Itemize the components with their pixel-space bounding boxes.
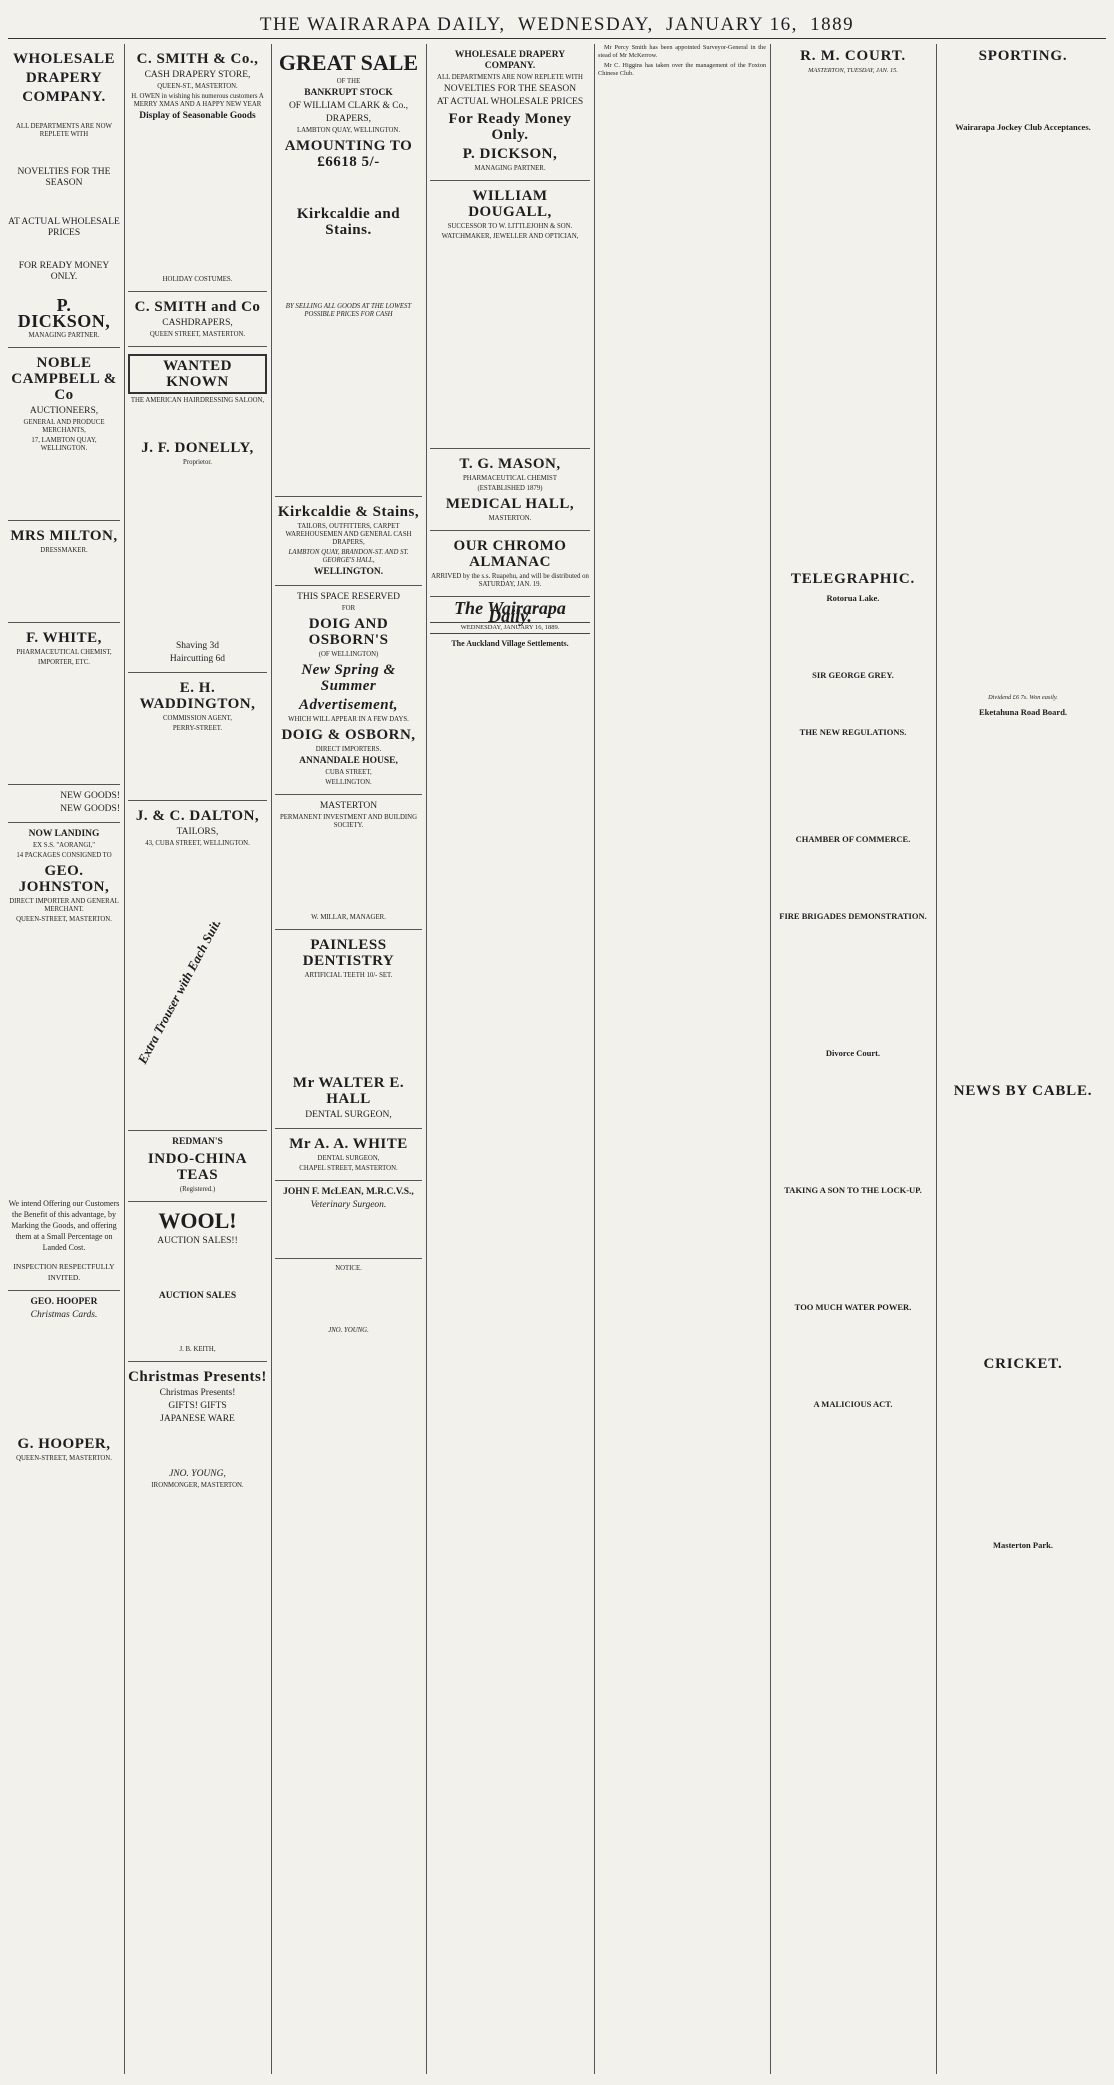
- ad-heading: WANTED KNOWN: [128, 354, 267, 394]
- ad-heading: MRS MILTON,: [10, 528, 118, 544]
- ad-wholesale-drapery: [8, 44, 120, 348]
- ad-line: (Registered.): [179, 1186, 216, 1193]
- ad-noble-campbell: [8, 348, 120, 521]
- ad-line: INSPECTION RESPECTFULLY INVITED.: [13, 1262, 115, 1282]
- ad-line: CASH DRAPERY STORE,: [144, 70, 251, 80]
- ad-line: WELLINGTON.: [325, 779, 372, 786]
- masthead-day: WEDNESDAY,: [517, 14, 654, 35]
- story-heading: TAKING A SON TO THE LOCK-UP.: [784, 1184, 922, 1195]
- ad-name: P. DICKSON,: [462, 146, 558, 162]
- masthead-title: THE WAIRARAPA DAILY,: [259, 14, 506, 35]
- ad-heading: NOBLE CAMPBELL & Co: [11, 355, 117, 403]
- news-paragraph: Mr Percy Smith has been appointed Surveyor-General in the stead of Mr McKerrow.: [598, 44, 766, 59]
- ad-name: P. DICKSON,: [17, 295, 111, 331]
- ad-line: AUCTION SALES: [158, 1291, 237, 1301]
- column-5: [598, 44, 766, 2074]
- result-line: Dividend £6 7s. Won easily.: [988, 694, 1058, 701]
- article-headline: The Auckland Village Settlements.: [451, 638, 569, 648]
- ad-heading: COMPANY.: [22, 89, 106, 105]
- ad-heading: Kirkcaldie and Stains.: [296, 206, 401, 238]
- ad-line: WELLINGTON.: [313, 567, 384, 577]
- column-2: [128, 44, 267, 2074]
- story-heading: TOO MUCH WATER POWER.: [794, 1301, 912, 1312]
- ad-wool-auction: [128, 1202, 267, 1362]
- ad-redmans-teas: [128, 1131, 267, 1202]
- ad-line: J. B. KEITH,: [179, 1346, 216, 1353]
- ad-line: AUCTION SALES!!: [157, 1236, 238, 1246]
- ad-heading: NEW GOODS!: [60, 791, 120, 801]
- ad-line: Shaving 3d: [175, 641, 219, 651]
- ad-heading: INDO-CHINA TEAS: [147, 1151, 248, 1183]
- column-divider: [124, 44, 125, 2074]
- ad-heading: NEW GOODS!: [60, 804, 120, 814]
- ad-notice: [275, 1259, 422, 1342]
- ad-line: CASHDRAPERS,: [162, 318, 233, 328]
- ad-heading: F. WHITE,: [26, 630, 102, 646]
- story-heading: Eketahuna Road Board.: [978, 706, 1068, 717]
- ad-line: ARRIVED by the s.s. Ruapehu, and will be distributed on SATURDAY, JAN. 19.: [431, 573, 589, 588]
- ad-heading: NOW LANDING: [28, 829, 100, 839]
- ad-heading: WHOLESALE DRAPERY COMPANY.: [454, 50, 566, 71]
- ad-mrs-milton: [8, 521, 120, 623]
- ad-heading: C. SMITH & Co.,: [136, 51, 259, 67]
- ad-line: (OF WELLINGTON): [318, 651, 379, 658]
- ad-line: Christmas Cards.: [30, 1310, 98, 1320]
- section-heading: TELEGRAPHIC.: [790, 570, 916, 587]
- ad-a-a-white: [275, 1129, 422, 1181]
- column-7: [940, 44, 1106, 2074]
- ad-line: Veterinary Surgeon.: [310, 1200, 387, 1210]
- column-divider: [594, 44, 595, 2074]
- ad-heading: J. & C. DALTON,: [135, 808, 260, 824]
- ad-line: CHAPEL STREET, MASTERTON.: [299, 1165, 398, 1172]
- ad-line: AT ACTUAL WHOLESALE PRICES: [8, 217, 120, 238]
- ad-line: PHARMACEUTICAL CHEMIST,: [16, 649, 112, 656]
- ad-heading: WOOL!: [158, 1208, 237, 1233]
- ad-line: MASTERTON.: [488, 515, 532, 522]
- ad-kirkcaldie-stains: [275, 497, 422, 586]
- masthead-date: JANUARY 16,: [665, 14, 798, 35]
- ad-heading: NOTICE.: [335, 1265, 362, 1272]
- ad-geo-johnston: [8, 823, 120, 1291]
- ad-line: ALL DEPARTMENTS ARE NOW REPLETE WITH: [16, 123, 112, 138]
- ad-line: JAPANESE WARE: [160, 1414, 235, 1424]
- ad-christmas-presents: [128, 1362, 267, 1497]
- story-heading: THE NEW REGULATIONS.: [799, 726, 907, 737]
- column-divider: [271, 44, 272, 2074]
- section-heading: NEWS BY CABLE.: [953, 1082, 1093, 1099]
- ad-heading: Christmas Presents!: [128, 1369, 267, 1385]
- ad-line: GENERAL AND PRODUCE MERCHANTS,: [23, 419, 105, 434]
- ad-heading: Mr A. A. WHITE: [289, 1136, 408, 1152]
- ad-line: AT ACTUAL WHOLESALE PRICES: [436, 97, 584, 107]
- ad-line: DRESSMAKER.: [40, 547, 88, 554]
- ad-line: DIRECT IMPORTERS.: [315, 746, 382, 753]
- ad-line: LAMBTON QUAY, BRANDON-ST. AND ST. GEORGE'S HALL,: [288, 549, 409, 564]
- ad-line: QUEEN STREET, MASTERTON.: [149, 331, 246, 338]
- ad-line: We intend Offering our Customers the Benefit of this advantage, by Marking the Goods, and offering them at a Small Percentage on Landed Cost.: [8, 1199, 120, 1252]
- column-divider: [936, 44, 937, 2074]
- ad-heading: T. G. MASON,: [459, 456, 561, 472]
- ad-line: DENTAL SURGEON,: [305, 1110, 392, 1120]
- ad-line: IMPORTER, ETC.: [38, 659, 90, 666]
- ad-heading: C. SMITH and Co: [134, 299, 261, 315]
- ad-heading: DRAPERY: [25, 70, 103, 86]
- ad-line: OF THE: [336, 78, 361, 85]
- ad-heading: WILLIAM DOUGALL,: [468, 188, 552, 220]
- ad-line: NOVELTIES FOR THE SEASON: [443, 84, 577, 94]
- ad-name: G. HOOPER,: [17, 1436, 111, 1452]
- ad-veterinary: [275, 1181, 422, 1259]
- ad-line: PERRY-STREET.: [172, 725, 223, 732]
- ad-line: DIRECT IMPORTER AND GENERAL MERCHANT.: [9, 898, 119, 913]
- banner-extra-trouser: Extra Trouser with Each Suit.: [134, 916, 224, 1067]
- ad-great-sale: [275, 44, 422, 497]
- story-heading: SIR GEORGE GREY.: [812, 669, 894, 680]
- ad-line: ANNANDALE HOUSE,: [299, 756, 398, 766]
- ad-heading: PAINLESS DENTISTRY: [302, 937, 395, 969]
- ad-name: JNO. YOUNG,: [169, 1469, 226, 1479]
- dateline: MASTERTON, TUESDAY, JAN. 15.: [808, 67, 898, 74]
- masthead-rule: [8, 38, 1106, 39]
- ad-line: BANKRUPT STOCK: [304, 88, 393, 98]
- ad-t-g-mason: [430, 449, 590, 531]
- ad-line: AUCTIONEERS,: [29, 406, 99, 416]
- ad-line: OF WILLIAM CLARK & Co.,: [288, 101, 409, 111]
- ad-heading: OUR CHROMO ALMANAC: [453, 538, 567, 570]
- ad-line: THE AMERICAN HAIRDRESSING SALOON,: [130, 397, 265, 404]
- ad-line: MEDICAL HALL,: [445, 496, 575, 512]
- column-4: [430, 44, 590, 2074]
- ad-heading: Kirkcaldie & Stains,: [277, 504, 420, 520]
- ad-f-white: [8, 623, 120, 785]
- ad-william-dougall: [430, 181, 590, 449]
- ad-dalton-tailors: [128, 801, 267, 1131]
- ad-line: ALL DEPARTMENTS ARE NOW REPLETE WITH: [437, 74, 583, 81]
- story-heading: Divorce Court.: [825, 1047, 881, 1058]
- ad-line: FOR READY MONEY ONLY.: [18, 261, 110, 282]
- ad-line: EX S.S. "AORANGI,": [32, 842, 95, 849]
- ad-line: IRONMONGER, MASTERTON.: [151, 1482, 244, 1489]
- ad-line: WATCHMAKER, JEWELLER AND OPTICIAN,: [441, 233, 579, 240]
- ad-line: NOVELTIES FOR THE SEASON: [17, 167, 111, 188]
- story-heading: CHAMBER OF COMMERCE.: [795, 833, 911, 844]
- column-divider: [426, 44, 427, 2074]
- column-divider: [770, 44, 771, 2074]
- ad-geo-hooper: [8, 1291, 120, 1470]
- ad-line: JNO. YOUNG.: [328, 1327, 369, 1334]
- ad-heading: JOHN F. McLEAN, M.R.C.V.S.,: [283, 1187, 414, 1197]
- ad-line: HOLIDAY COSTUMES.: [162, 276, 233, 283]
- ad-line: MANAGING PARTNER.: [474, 165, 546, 172]
- ad-c-smith-cashdrapers: [128, 292, 267, 347]
- ad-heading: GREAT SALE: [278, 50, 419, 75]
- ad-line: WHICH WILL APPEAR IN A FEW DAYS.: [288, 716, 409, 723]
- ad-line: BY SELLING ALL GOODS AT THE LOWEST POSSIBLE PRICES FOR CASH: [285, 303, 412, 318]
- story-heading: Wairarapa Jockey Club Acceptances.: [955, 122, 1091, 132]
- section-heading: CRICKET.: [983, 1355, 1063, 1372]
- ad-line: Christmas Presents!: [159, 1388, 236, 1398]
- ad-line: CUBA STREET,: [325, 769, 372, 776]
- ad-line: QUEEN-STREET, MASTERTON.: [16, 1455, 112, 1462]
- ad-line: COMMISSION AGENT,: [163, 715, 232, 722]
- ad-line: PERMANENT INVESTMENT AND BUILDING SOCIETY.: [279, 814, 417, 829]
- ad-line: TAILORS,: [176, 827, 219, 837]
- ad-line: SUCCESSOR TO W. LITTLEJOHN & SON.: [447, 223, 573, 230]
- masthead-year: 1889: [810, 14, 855, 35]
- ad-line: TAILORS, OUTFITTERS, CARPET WAREHOUSEMEN AND GENERAL CASH DRAPERS,: [285, 523, 412, 546]
- ad-heading: E. H. WADDINGTON,: [139, 680, 256, 712]
- section-heading: R. M. COURT.: [800, 48, 906, 64]
- ad-heading: GEO. HOOPER: [30, 1297, 98, 1307]
- ad-line: For Ready Money Only.: [448, 111, 572, 143]
- ad-heading: WHOLESALE: [12, 51, 116, 67]
- ad-line: FOR: [341, 605, 356, 612]
- ad-amount: AMOUNTING TO £6618 5/-: [284, 138, 413, 170]
- ad-name: Mr WALTER E. HALL: [292, 1075, 405, 1107]
- ad-line: PHARMACEUTICAL CHEMIST: [463, 475, 557, 482]
- ad-line: ARTIFICIAL TEETH 10/- SET.: [304, 972, 393, 979]
- ad-line: THIS SPACE RESERVED: [297, 592, 400, 602]
- ad-line: LAMBTON QUAY, WELLINGTON.: [296, 127, 401, 134]
- story-heading: Rotorua Lake.: [826, 592, 880, 603]
- ad-name: J. F. DONELLY,: [141, 440, 254, 456]
- ad-line: (ESTABLISHED 1879): [477, 485, 543, 492]
- ad-line: DRAPERS,: [325, 114, 372, 124]
- ad-line: GIFTS! GIFTS: [168, 1401, 227, 1411]
- ad-painless-dentistry: [275, 930, 422, 1129]
- ad-line: H. OWEN in wishing his numerous customers A MERRY XMAS AND A HAPPY NEW YEAR: [131, 93, 264, 108]
- ad-building-society: [275, 795, 422, 930]
- leader-masthead: [430, 598, 590, 634]
- story-heading: Masterton Park.: [993, 1539, 1053, 1550]
- ad-line: Advertisement,: [298, 697, 399, 713]
- masthead: [0, 14, 1114, 36]
- ad-heading: DOIG AND OSBORN'S: [308, 616, 389, 648]
- ad-line: 17, LAMBTON QUAY, WELLINGTON.: [31, 437, 97, 452]
- leader-date: WEDNESDAY, JANUARY 16, 1889.: [430, 622, 590, 634]
- story-heading: FIRE BRIGADES DEMONSTRATION.: [779, 910, 927, 921]
- section-heading: SPORTING.: [978, 48, 1068, 64]
- ad-line: DENTAL SURGEON,: [317, 1155, 380, 1162]
- ad-line: Haircutting 6d: [169, 654, 226, 664]
- ad-c-smith: [128, 44, 267, 292]
- ad-line: Proprietor.: [183, 459, 212, 466]
- news-paragraph: Mr C. Higgins has taken over the management of the Foxton Chinese Club.: [598, 62, 766, 77]
- ad-heading: MASTERTON: [319, 801, 378, 811]
- column-3: [275, 44, 422, 2074]
- ad-wanted-known: [128, 347, 267, 673]
- ad-chromo-almanac: [430, 531, 590, 597]
- ad-line: New Spring & Summer: [301, 662, 396, 694]
- ad-line: W. MILLAR, MANAGER.: [311, 914, 386, 921]
- ad-name: DOIG & OSBORN,: [281, 727, 416, 743]
- column-6: [774, 44, 932, 2074]
- ad-heading: REDMAN'S: [172, 1137, 223, 1147]
- ad-line: 43, CUBA STREET, WELLINGTON.: [145, 840, 250, 847]
- ad-line: 14 PACKAGES CONSIGNED TO: [16, 852, 112, 859]
- story-heading: A MALICIOUS ACT.: [813, 1398, 893, 1409]
- ad-line: Display of Seasonable Goods: [139, 111, 256, 121]
- leader-title: The Wairarapa Daily.: [454, 598, 566, 626]
- ad-line: QUEEN-STREET, MASTERTON.: [16, 916, 112, 923]
- ad-waddington: [128, 673, 267, 801]
- ad-line: MANAGING PARTNER.: [28, 332, 100, 339]
- ad-name: GEO. JOHNSTON,: [18, 863, 110, 895]
- ad-doig-osborn: [275, 586, 422, 795]
- column-1: [8, 44, 120, 2074]
- ad-new-goods: [8, 785, 120, 823]
- ad-wholesale-drapery-2: [430, 44, 590, 181]
- ad-line: QUEEN-ST., MASTERTON.: [157, 83, 238, 90]
